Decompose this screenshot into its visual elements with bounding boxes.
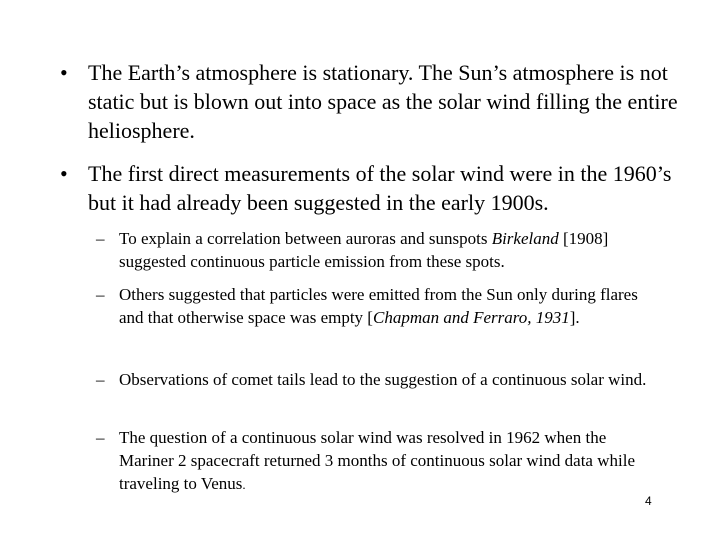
- bullet-marker: •: [60, 60, 68, 85]
- page-number: 4: [645, 494, 652, 508]
- sub-bullet-marker: –: [96, 428, 105, 447]
- bullet-text: The Earth’s atmosphere is stationary. The Sun’s atmosphere is not static but is blown out into space as the solar wind filling the entire heliosphere.: [88, 60, 678, 143]
- sub-bullet-text-part: .: [242, 477, 246, 492]
- sub-bullet-marker: –: [96, 229, 105, 248]
- sub-bullet-text: [119, 426, 656, 496]
- sub-bullet-text-part: ].: [569, 308, 580, 327]
- sub-bullet-birkeland: [96, 227, 656, 273]
- sub-bullet-text-part: The question of a continuous solar wind was resolved in 1962 when the Mariner 2 spacecraft returned 3 months of continuous solar wind data while traveling to Venus: [119, 428, 635, 493]
- sub-bullet-text-part: Others suggested that particles were emitted from the Sun only during flares and that otherwise space was empty [: [119, 285, 638, 327]
- citation-author: Chapman and Ferraro, 1931: [372, 308, 570, 327]
- bullet-earth-atmosphere: [60, 58, 680, 145]
- sub-bullet-comet-tails: [96, 368, 656, 391]
- bullet-marker: •: [60, 161, 68, 186]
- sub-bullet-chapman-ferraro: [96, 283, 656, 329]
- sub-bullet-mariner-2: [96, 426, 656, 496]
- bullet-text: The first direct measurements of the solar wind were in the 1960’s but it had already been suggested in the early 1900s.: [88, 161, 672, 215]
- sub-bullet-text: [119, 283, 656, 329]
- citation-author: Birkeland: [491, 229, 559, 248]
- sub-bullet-text: [119, 227, 656, 273]
- sub-bullet-marker: –: [96, 285, 105, 304]
- sub-bullet-text-part: To explain a correlation between auroras and sunspots: [119, 229, 492, 248]
- bullet-first-measurements: [60, 159, 680, 217]
- sub-bullet-text: Observations of comet tails lead to the suggestion of a continuous solar wind.: [119, 370, 647, 389]
- sub-bullet-text-part: [1908] suggested continuous particle emission from these spots.: [119, 229, 609, 271]
- sub-bullet-marker: –: [96, 370, 105, 389]
